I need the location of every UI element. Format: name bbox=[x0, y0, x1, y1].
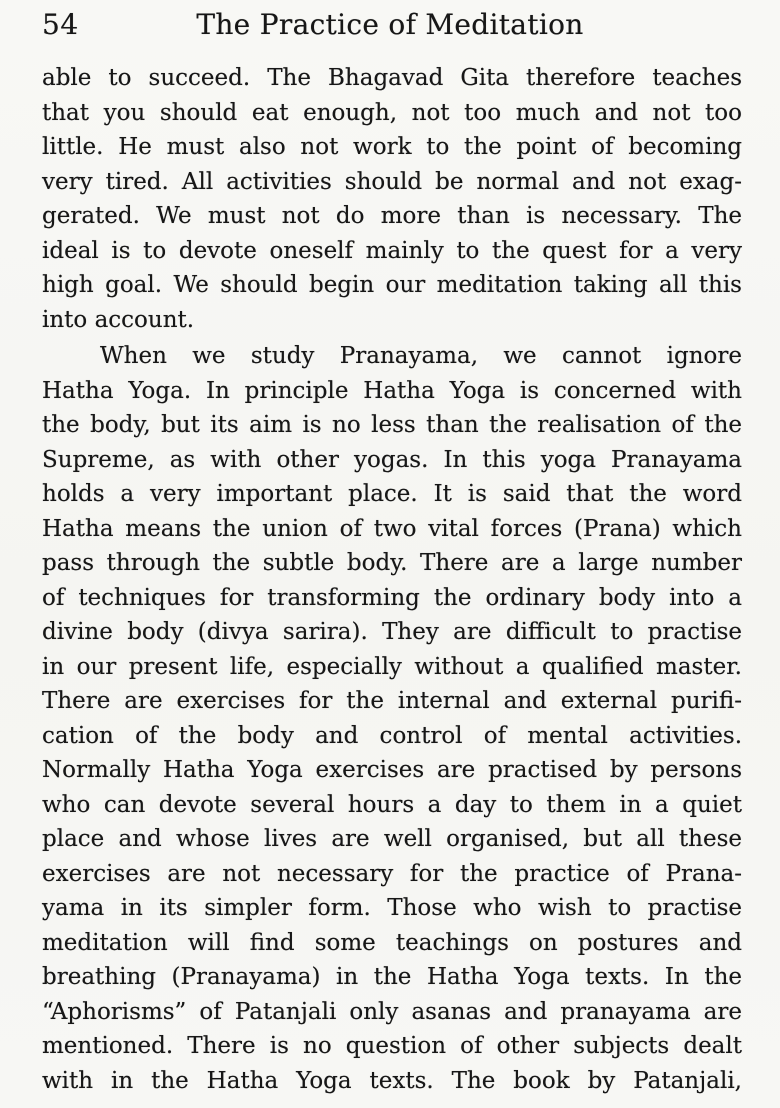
text-line: ideal is to devote oneself mainly to the quest for a very bbox=[42, 237, 742, 264]
text-line: When we study Pranayama, we cannot ignore bbox=[100, 343, 742, 369]
text-line: able to succeed. The Bhagavad Gita therefore teaches bbox=[42, 65, 742, 91]
paragraph bbox=[42, 339, 742, 1098]
text-line: in our present life, especially without a qualified master. bbox=[42, 653, 742, 680]
text-line: holds a very important place. It is said that the word bbox=[42, 481, 742, 507]
text-line: very tired. All activities should be normal and not exag- bbox=[42, 168, 742, 195]
text-line: cation of the body and control of mental activities. bbox=[42, 722, 742, 749]
text-line: place and whose lives are well organised, but all these bbox=[42, 826, 742, 852]
page-number: 54 bbox=[42, 8, 79, 41]
page-title: The Practice of Meditation bbox=[196, 8, 584, 41]
text-line: mentioned. There is no question of other subjects dealt bbox=[42, 1033, 742, 1059]
text-line: pass through the subtle body. There are a large number bbox=[42, 550, 742, 576]
text-line: meditation will find some teachings on postures and bbox=[42, 929, 742, 956]
text-line: exercises are not necessary for the practice of Prana- bbox=[42, 860, 742, 887]
paragraph bbox=[42, 61, 742, 337]
text-line: little. He must also not work to the point of becoming bbox=[42, 134, 742, 160]
text-line: Supreme, as with other yogas. In this yoga Pranayama bbox=[42, 446, 742, 473]
page-header bbox=[0, 6, 780, 50]
text-line: Normally Hatha Yoga exercises are practised by persons bbox=[42, 757, 742, 783]
text-line: the body, but its aim is no less than the realisation of the bbox=[42, 412, 742, 438]
text-line: high goal. We should begin our meditation taking all this bbox=[42, 272, 742, 298]
text-line: into account. bbox=[42, 306, 195, 333]
text-line: “Aphorisms” of Patanjali only asanas and pranayama are bbox=[42, 998, 742, 1025]
text-line: who can devote several hours a day to them in a quiet bbox=[42, 791, 742, 818]
page-body bbox=[42, 61, 742, 1098]
text-line: yama in its simpler form. Those who wish to practise bbox=[42, 895, 742, 921]
text-line: of techniques for transforming the ordinary body into a bbox=[42, 584, 742, 611]
text-line: Hatha Yoga. In principle Hatha Yoga is concerned with bbox=[42, 377, 742, 404]
text-line: that you should eat enough, not too much and not too bbox=[42, 99, 742, 126]
text-line: with in the Hatha Yoga texts. The book by Patanjali, bbox=[42, 1067, 742, 1094]
text-line: divine body (divya sarira). They are difficult to practise bbox=[42, 619, 742, 645]
text-line: Hatha means the union of two vital forces (Prana) which bbox=[42, 515, 742, 542]
text-line: There are exercises for the internal and external purifi- bbox=[42, 688, 742, 714]
text-line: breathing (Pranayama) in the Hatha Yoga texts. In the bbox=[42, 964, 742, 990]
text-line: gerated. We must not do more than is necessary. The bbox=[42, 203, 742, 229]
